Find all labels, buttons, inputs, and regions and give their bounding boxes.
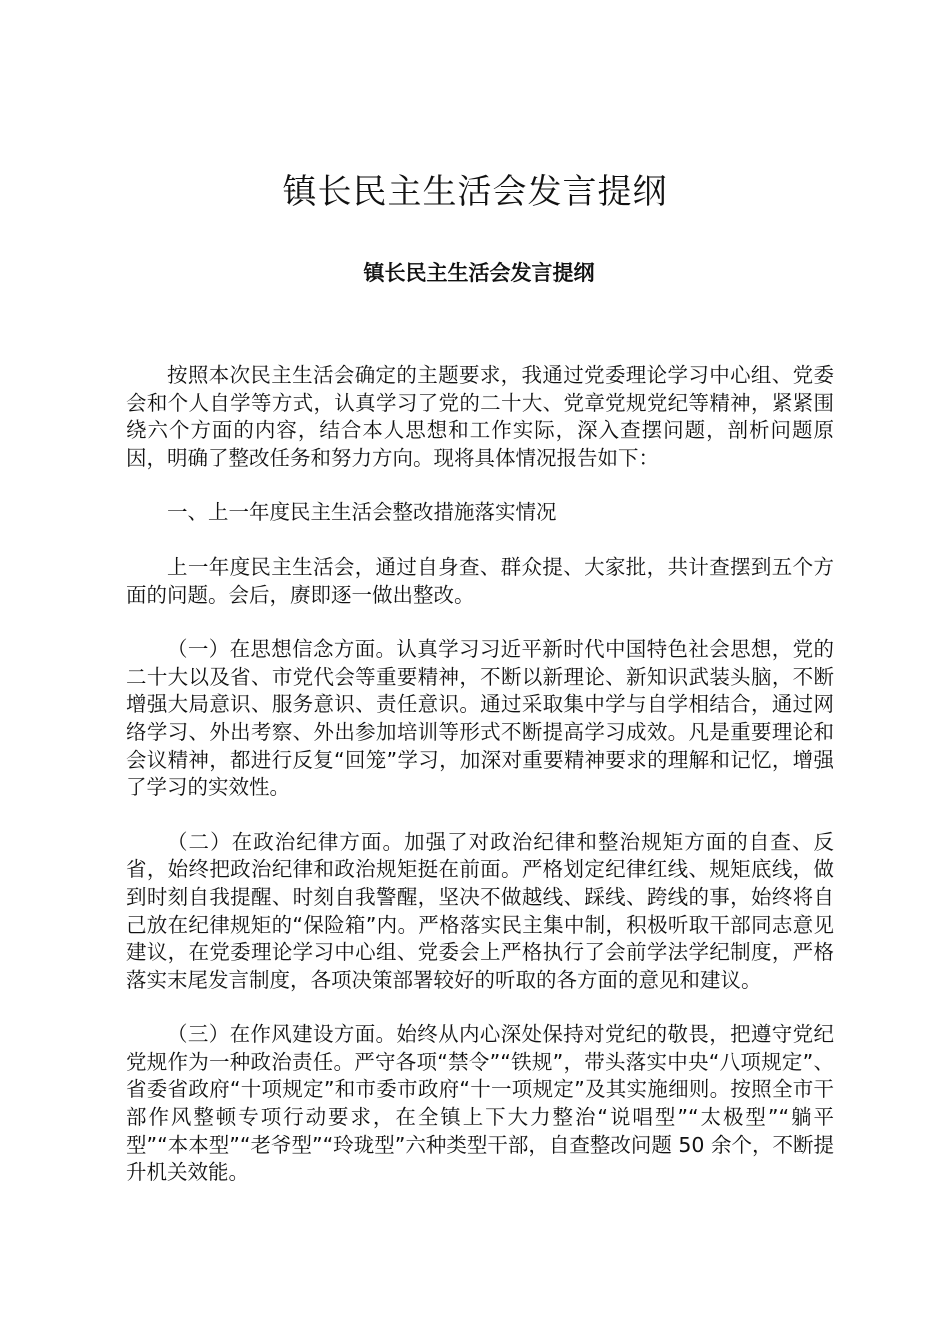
intro-paragraph: 按照本次民主生活会确定的主题要求，我通过党委理论学习中心组、党委会和个人自学等方式，认真学习了党的二十大、党章党规党纪等精神，紧紧围绕六个方面的内容，结合本人思想和工作实际，深入查摆问题，剖析问题原因，明确了整改任务和努力方向。现将具体情况报告如下： — [126, 363, 834, 470]
item-paragraph-ideology: （一）在思想信念方面。认真学习习近平新时代中国特色社会思想，党的二十大以及省、市党代会等重要精神，不断以新理论、新知识武装头脑，不断增强大局意识、服务意识、责任意识。通过采取集中学与自学相结合，通过网络学习、外出考察、外出参加培训等形式不断提高学习成效。凡是重要理论和会议精神，都进行反复“回笼”学习，加深对重要精神要求的理解和记忆，增强了学习的实效性。 — [126, 637, 834, 800]
item-paragraph-discipline: （二）在政治纪律方面。加强了对政治纪律和整治规矩方面的自查、反省，始终把政治纪律和政治规矩挺在前面。严格划定纪律红线、规矩底线，做到时刻自我提醒、时刻自我警醒，坚决不做越线、踩线、跨线的事，始终将自己放在纪律规矩的“保险箱”内。严格落实民主集中制，积极听取干部同志意见建议，在党委理论学习中心组、党委会上严格执行了会前学法学纪制度，严格落实末尾发言制度，各项决策部署较好的听取的各方面的意见和建议。 — [126, 829, 834, 992]
section-heading: 一、上一年度民主生活会整改措施落实情况 — [167, 500, 557, 525]
summary-paragraph: 上一年度民主生活会，通过自身查、群众提、大家批，共计查摆到五个方面的问题。会后，赓即逐一做出整改。 — [126, 554, 834, 607]
document-subtitle: 镇长民主生活会发言提纲 — [363, 261, 595, 285]
document-title: 镇长民主生活会发言提纲 — [282, 172, 668, 212]
item-paragraph-style: （三）在作风建设方面。始终从内心深处保持对党纪的敬畏，把遵守党纪党规作为一种政治责任。严守各项“禁令”“铁规”，带头落实中央“八项规定”、省委省政府“十项规定”和市委市政府“十一项规定”及其实施细则。按照全市干部作风整顿专项行动要求，在全镇上下大力整治“说唱型”“太极型”“躺平型”“本本型”“老爷型”“玲珑型”六种类型干部，自查整改问题 50 余个，不断提升机关效能。 — [126, 1022, 834, 1185]
document-body — [126, 362, 834, 1214]
